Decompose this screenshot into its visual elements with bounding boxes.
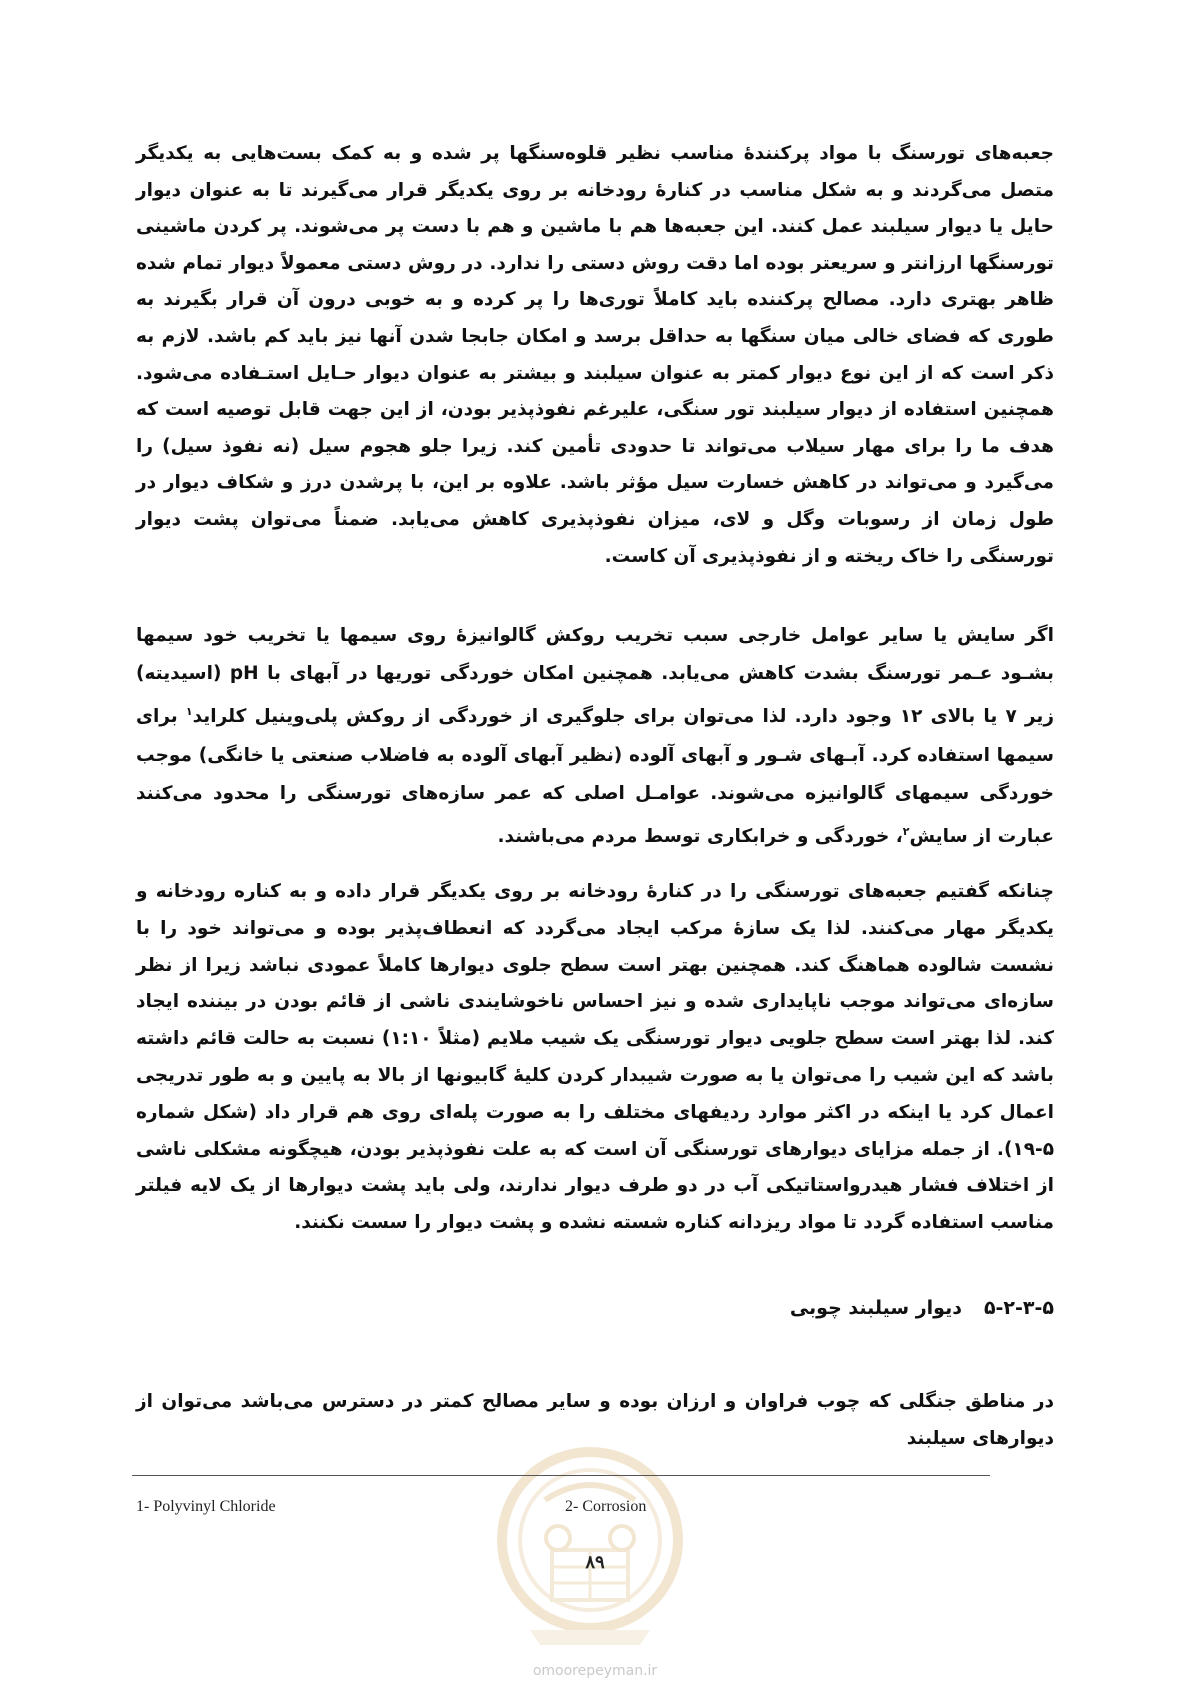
- section-number: ۵-۲-۳-۵: [983, 1297, 1054, 1319]
- seal-logo-icon: [490, 1430, 690, 1660]
- footnote-ref-2[interactable]: ۲: [902, 825, 910, 839]
- paragraph-gabion-corrosion: [136, 617, 1054, 857]
- paragraph-text: برای سیمها استفاده کرد. آبـهای شـور و آبهای آلوده (نظیر آبهای آلوده به فاضلاب صنعتی یا خانگی) موجب خوردگی سیمهای گالوانیزه می‌شوند. عوامـل اصلی که عمر سازه‌های تورسنگی را محدود می‌کنند عبارت از سایش: [136, 706, 1054, 848]
- paragraph-text: ، خوردگی و خرابکاری توسط مردم می‌باشند.: [497, 826, 903, 848]
- paragraph-gabion-filling: جعبه‌های تورسنگ با مواد پرکنندهٔ مناسب نظیر قلوه‌سنگها پر شده و به کمک بست‌هایی به یکدیگر متصل می‌گردند و به شکل مناسب در کنارهٔ رودخانه بر روی یکدیگر قرار می‌گیرند تا به عنوان دیوار حایل یا دیوار سیلبند عمل کنند. این جعبه‌ها هم با ماشین و هم با دست پر می‌شوند. پر کردن ماشینی تورسنگها ارزانتر و سریعتر بوده اما دقت روش دستی را ندارد. در روش دستی معمولاً دیوار تمام شده ظاهر بهتری دارد. مصالح پرکننده باید کاملاً توری‌ها را پر کرده و به خوبی درون آن قرار بگیرند به طوری که فضای خالی میان سنگها به حداقل برسد و امکان جابجا شدن آنها نیز باید کم باشد. لازم به ذکر است که از این نوع دیوار کمتر به عنوان سیلبند و بیشتر به عنوان دیوار حـایل استـفاده می‌شود. همچنین استفاده از دیوار سیلبند تور سنگی، علیرغم نفوذپذیر بودن، از این جهت قابل توصیه است که هدف ما را برای مهار سیلاب می‌تواند تا حدودی تأمین کند. زیرا جلو هجوم سیل (نه نفوذ سیل) را می‌گیرد و می‌تواند در کاهش خسارت سیل مؤثر باشد. علاوه بر این، با پرشدن درز و شکاف دیوار در طول زمان از رسوبات وگل و لای، میزان نفوذپذیری کاهش می‌یابد. ضمناً می‌توان پشت دیوار تورسنگی را خاک ریخته و از نفوذپذیری آن کاست.: [136, 143, 1054, 567]
- paragraph-text: اگر سایش یا سایر عوامل خارجی سبب تخریب روکش گالوانیزهٔ روی سیمها یا تخریب خود سیمها بشـود عـمر تورسنگ بشدت کاهش می‌یابد. همچنین امکان خوردگی توریها در آبهای با pH (اسیدیته) زیر ۷ یا بالای ۱۲ وجود دارد. لذا می‌توان برای جلوگیری از خوردگی از روکش پلی‌وینیل کلراید: [136, 625, 1055, 728]
- section-title: دیوار سیلبند چوبی: [789, 1297, 962, 1319]
- footnote-2: 2- Corrosion: [565, 1498, 647, 1515]
- section-heading: [600, 1297, 1054, 1319]
- page-number: ۸۹: [585, 1552, 605, 1573]
- footnote-1: 1- Polyvinyl Chloride: [136, 1498, 276, 1515]
- paragraph-gabion-structure: چنانکه گفتیم جعبه‌های تورسنگی را در کنارهٔ رودخانه بر روی یکدیگر قرار داده و به کناره رودخانه و یکدیگر مهار می‌کنند. لذا یک سازهٔ مرکب ایجاد می‌گردد که انعطاف‌پذیر بوده و می‌تواند خود را با نشست شالوده هماهنگ کند. همچنین بهتر است سطح جلوی دیوارها کاملاً عمودی نباشد زیرا از نظر سازه‌ای می‌تواند موجب ناپایداری شده و نیز احساس ناخوشایندی ناشی از قائم بودن در بیننده ایجاد کند. لذا بهتر است سطح جلویی دیوار تورسنگی یک شیب ملایم (مثلاً ۱:۱۰) نسبت به حالت قائم داشته باشد که این شیب را می‌توان یا به صورت شیبدار کردن کلیهٔ گابیونها از بالا به پایین و به طور تدریجی اعمال کرد یا اینکه در اکثر موارد ردیفهای مختلف را به صورت پله‌ای روی هم قرار داد (شکل شماره ۵-۱۹). از جمله مزایای دیوارهای تورسنگی آن است که به علت نفوذپذیر بودن، هیچگونه مشکلی ناشی از اختلاف فشار هیدرواستاتیکی آب در دو طرف دیوار ندارند، ولی باید پشت دیوارها از یک لایه فیلتر مناسب استفاده گردد تا مواد ریزدانه کناره شسته نشده و پشت دیوار را سست نکنند.: [136, 881, 1054, 1234]
- footnote-ref-1[interactable]: ۱: [185, 705, 193, 719]
- paragraph-wooden-wall: در مناطق جنگلی که چوب فراوان و ارزان بوده و سایر مصالح کمتر در دسترس می‌باشد می‌توان از دیوارهای سیلبند: [136, 1391, 1054, 1449]
- footnote-divider: [132, 1475, 990, 1476]
- watermark-url: omoorepeyman.ir: [532, 1663, 658, 1679]
